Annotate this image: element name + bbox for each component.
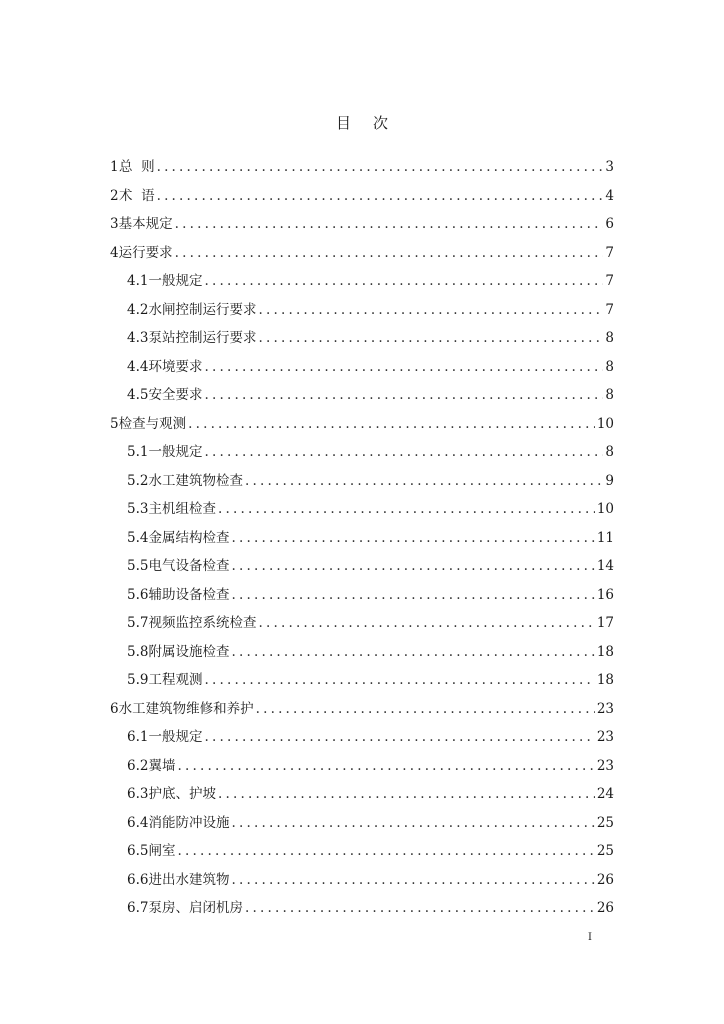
toc-entry-label: 水工建筑物维修和养护 — [118, 700, 254, 717]
toc-leader-dots — [258, 302, 603, 318]
toc-leader-dots — [231, 872, 594, 888]
toc-entry-page: 7 — [605, 244, 614, 261]
toc-entry[interactable] — [110, 412, 614, 441]
table-of-contents — [110, 155, 614, 925]
toc-entry-page: 18 — [596, 643, 614, 660]
toc-entry-page: 11 — [596, 529, 614, 546]
toc-entry-label: 一般规定 — [148, 444, 203, 460]
toc-entry-label: 一般规定 — [148, 273, 203, 289]
toc-entry-page: 14 — [596, 558, 614, 574]
toc-entry[interactable] — [110, 554, 614, 583]
toc-entry-label: 环境要求 — [148, 358, 203, 375]
footer-page-number: I — [588, 932, 592, 943]
toc-entry-page: 8 — [605, 444, 614, 460]
toc-leader-dots — [231, 587, 594, 603]
toc-entry[interactable] — [110, 440, 614, 469]
toc-entry-number: 6.2 — [127, 757, 149, 774]
toc-entry-label: 主机组检查 — [148, 501, 216, 517]
toc-entry-page: 7 — [605, 273, 614, 289]
toc-entry-label: 电气设备检查 — [148, 558, 230, 574]
toc-entry-label: 一般规定 — [148, 729, 203, 745]
page-title-part2: 次 — [373, 114, 389, 132]
toc-entry-page: 6 — [605, 216, 614, 232]
toc-entry-number: 5.3 — [127, 501, 149, 517]
toc-leader-dots — [231, 558, 594, 574]
toc-entry[interactable] — [110, 583, 614, 612]
toc-entry-page: 8 — [605, 387, 614, 403]
toc-entry-page: 23 — [596, 729, 614, 745]
toc-entry[interactable] — [110, 668, 614, 697]
toc-leader-dots — [231, 815, 594, 831]
toc-entry-number: 6 — [110, 700, 119, 717]
toc-entry-number: 5.6 — [127, 586, 149, 603]
toc-entry-label: 泵站控制运行要求 — [148, 330, 257, 346]
toc-entry-label: 金属结构检查 — [148, 529, 230, 546]
toc-entry[interactable] — [110, 298, 614, 327]
toc-entry[interactable] — [110, 355, 614, 384]
toc-entry[interactable] — [110, 326, 614, 355]
toc-entry-page: 3 — [605, 159, 614, 175]
toc-entry-number: 4.1 — [127, 273, 149, 289]
toc-entry-number: 6.7 — [127, 900, 149, 916]
toc-leader-dots — [258, 330, 603, 346]
toc-entry-page: 26 — [596, 871, 614, 888]
toc-entry[interactable] — [110, 383, 614, 412]
toc-entry[interactable] — [110, 611, 614, 640]
toc-leader-dots — [231, 530, 594, 546]
toc-entry[interactable] — [110, 469, 614, 498]
toc-entry-page: 26 — [596, 900, 614, 916]
toc-entry-page: 10 — [596, 415, 614, 432]
toc-entry-page: 7 — [605, 301, 614, 318]
toc-entry-label: 附属设施检查 — [148, 643, 230, 660]
toc-entry-label: 术 语 — [118, 187, 155, 204]
toc-entry-number: 5.7 — [127, 615, 149, 631]
toc-entry-page: 24 — [596, 786, 614, 802]
toc-entry[interactable] — [110, 526, 614, 555]
toc-entry[interactable] — [110, 269, 614, 298]
toc-entry-label: 泵房、启闭机房 — [148, 900, 243, 916]
toc-entry-number: 6.6 — [127, 871, 149, 888]
toc-leader-dots — [204, 387, 603, 403]
toc-leader-dots — [256, 701, 595, 717]
toc-entry-page: 17 — [596, 615, 614, 631]
toc-entry-label: 闸室 — [148, 843, 176, 859]
toc-entry-label: 护底、护坡 — [148, 786, 216, 802]
toc-entry-number: 6.4 — [127, 814, 149, 831]
toc-entry-label: 消能防冲设施 — [148, 814, 230, 831]
toc-leader-dots — [245, 473, 603, 489]
toc-entry-number: 5.1 — [127, 444, 149, 460]
toc-entry-label: 翼墙 — [148, 757, 176, 774]
toc-leader-dots — [258, 615, 594, 631]
toc-entry-number: 5.9 — [127, 672, 149, 688]
toc-leader-dots — [231, 644, 594, 660]
toc-entry-page: 9 — [605, 472, 614, 489]
toc-entry[interactable] — [110, 155, 614, 184]
toc-leader-dots — [157, 188, 604, 204]
toc-entry-page: 16 — [596, 586, 614, 603]
toc-entry-label: 水工建筑物检查 — [148, 472, 243, 489]
toc-entry-number: 6.3 — [127, 786, 149, 802]
toc-entry-page: 8 — [605, 330, 614, 346]
toc-entry-label: 检查与观测 — [118, 415, 187, 432]
toc-entry[interactable] — [110, 497, 614, 526]
toc-leader-dots — [204, 273, 603, 289]
toc-leader-dots — [157, 159, 604, 175]
toc-entry-number: 4.5 — [127, 387, 149, 403]
toc-entry-page: 23 — [596, 700, 614, 717]
toc-entry[interactable] — [110, 184, 614, 213]
toc-entry[interactable] — [110, 839, 614, 868]
toc-entry-label: 总 则 — [118, 159, 155, 175]
toc-entry[interactable] — [110, 640, 614, 669]
toc-entry[interactable] — [110, 697, 614, 726]
toc-entry-label: 运行要求 — [118, 244, 173, 261]
toc-leader-dots — [204, 672, 594, 688]
toc-entry-number: 6.5 — [127, 843, 149, 859]
toc-entry-number: 5 — [110, 415, 119, 432]
page-title — [0, 112, 724, 133]
toc-entry-number: 6.1 — [127, 729, 149, 745]
toc-entry-number: 4.4 — [127, 358, 149, 375]
page-title-part1: 目 — [335, 114, 351, 132]
toc-leader-dots — [204, 729, 594, 745]
toc-entry-page: 8 — [605, 358, 614, 375]
toc-entry-number: 5.5 — [127, 558, 149, 574]
toc-entry-page: 25 — [596, 843, 614, 859]
toc-entry[interactable] — [110, 782, 614, 811]
toc-entry-label: 水闸控制运行要求 — [148, 301, 257, 318]
toc-entry-page: 23 — [596, 757, 614, 774]
toc-entry-label: 进出水建筑物 — [148, 871, 230, 888]
toc-leader-dots — [177, 843, 594, 859]
toc-entry[interactable] — [110, 212, 614, 241]
toc-entry-page: 10 — [596, 501, 614, 517]
toc-entry-number: 4.2 — [127, 301, 149, 318]
toc-entry-label: 辅助设备检查 — [148, 586, 230, 603]
toc-entry[interactable] — [110, 896, 614, 925]
toc-leader-dots — [204, 359, 603, 375]
toc-entry-page: 18 — [596, 672, 614, 688]
toc-leader-dots — [218, 786, 595, 802]
toc-entry-label: 工程观测 — [148, 672, 203, 688]
toc-entry-number: 3 — [110, 216, 119, 232]
toc-leader-dots — [204, 444, 603, 460]
toc-leader-dots — [218, 501, 595, 517]
toc-entry-number: 2 — [110, 187, 119, 204]
toc-entry-number: 5.4 — [127, 529, 149, 546]
toc-entry-number: 5.8 — [127, 643, 149, 660]
toc-leader-dots — [188, 416, 595, 432]
toc-entry-number: 4 — [110, 244, 119, 261]
toc-leader-dots — [175, 216, 604, 232]
toc-entry[interactable] — [110, 241, 614, 270]
toc-leader-dots — [245, 900, 595, 916]
toc-entry[interactable] — [110, 754, 614, 783]
toc-entry-number: 1 — [110, 159, 119, 175]
toc-leader-dots — [177, 758, 594, 774]
toc-entry[interactable] — [110, 868, 614, 897]
toc-entry-label: 视频监控系统检查 — [148, 615, 257, 631]
toc-entry-number: 5.2 — [127, 472, 149, 489]
toc-leader-dots — [175, 245, 604, 261]
toc-entry-label: 安全要求 — [148, 387, 203, 403]
toc-entry[interactable] — [110, 725, 614, 754]
toc-entry-page: 25 — [596, 814, 614, 831]
toc-entry-page: 4 — [605, 187, 614, 204]
toc-entry-label: 基本规定 — [118, 216, 173, 232]
toc-entry[interactable] — [110, 811, 614, 840]
toc-entry-number: 4.3 — [127, 330, 149, 346]
